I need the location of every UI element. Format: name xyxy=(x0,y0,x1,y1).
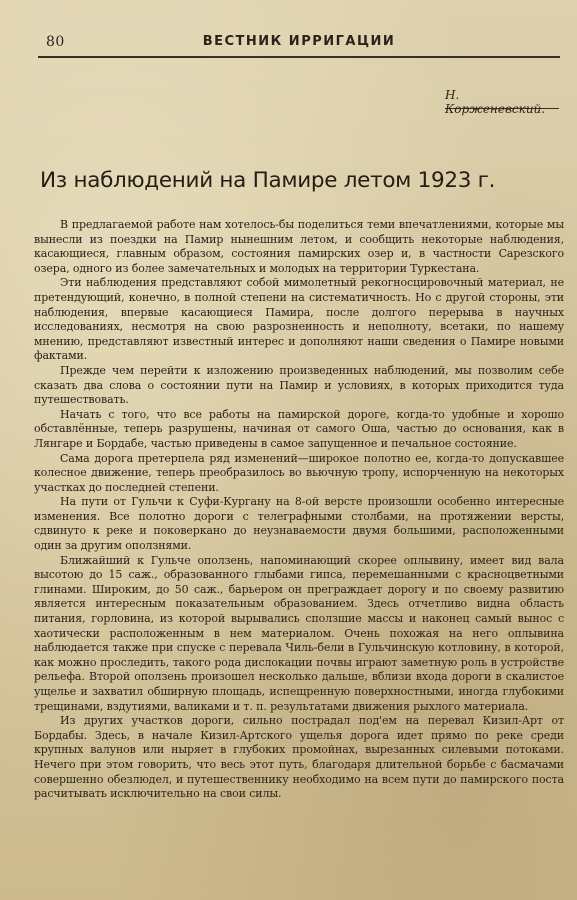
paragraph: Прежде чем перейти к изложению произведенных наблюдений, мы позволим себе сказать два слова о состоянии пути на Памир и условиях, в которых приходится туда путешествовать. xyxy=(34,363,564,407)
bleed-through-texture xyxy=(140,120,440,160)
author-name: Н. Корженевский. xyxy=(445,88,546,116)
paragraph: Эти наблюдения представляют собой мимолетный рекогносцировочный материал, не претендующий, конечно, в полной степени на систематичность. Но с другой стороны, эти наблюдения, впервые касающиеся Памира, после долгого перерыва в научных исследованиях, несмотря на свою разрозненность и неполноту, всетаки, по нашему мнению, представляют известный интерес и дополняют наши сведения о Памире новыми фактами. xyxy=(34,276,564,363)
paragraph: На пути от Гульчи к Суфи-Кургану на 8-ой версте произошли особенно интересные изменения. Все полотно дороги с телеграфными столбами, на протяжении версты, сдвинуто к реке и поковеркано до неузнаваемости двумя большими, расположенными один за другим оползнями. xyxy=(34,495,564,553)
paragraph: Из других участков дороги, сильно пострадал под'ем на перевал Кизил-Арт от Бордабы. Здесь, в начале Кизил-Артского ущелья дорога идет прямо по реке среди крупных валунов или ныряет в глубоких промойнах, вырезанных силевыми потоками. Нечего при этом говорить, что весь этот путь, благодаря длительной борьбе с басмачами совершенно обезлюдел, и путешественнику необходимо на всем пути до памирского поста расчитывать исключительно на свои силы. xyxy=(34,714,564,801)
paragraph: В предлагаемой работе нам хотелось-бы поделиться теми впечатлениями, которые мы вынесли из поездки на Памир нынешним летом, и сообщить некоторые наблюдения, касающиеся, главным образом, состояния памирских озер и, в частности Сарезского озера, одного из более замечательных и молодых на территории Туркестана. xyxy=(34,218,564,275)
page-number: 80 xyxy=(46,34,65,50)
paragraph: Сама дорога претерпела ряд изменений—широкое полотно ее, когда-то допускавшее колесное движение, теперь преобразилось во вьючную тропу, испорченную на некоторых участках до последней степени. xyxy=(34,451,564,494)
paragraph: Ближайший к Гульче оползень, напоминающий скорее оплывину, имеет вид вала высотою до 15 саж., образованного глыбами гипса, перемешанными с красноцветными глинами. Широким, до 50 саж., барьером он преграждает дорогу и по своему развитию является интересным показательным образованием. Здесь отчетливо видна область питания, горловина, из которой вырывались сползшие массы и наконец самый вынос с хаотически расположенным в нем материалом. Очень похожая на него оплывина наблюдается также при спуске с перевала Чиль-бели в Гульчинскую котловину, в которой, как можно проследить, такого рода дислокации почвы играют заметную роль в устройстве рельефа. Второй оползень произошел несколько дальше, вблизи входа дороги в скалистое ущелье и захватил обширную площадь, испещренную поверхностными, иногда глубокими трещинами, вздутиями, валиками и т. п. результатами движения рыхлого материала. xyxy=(34,553,564,713)
author-byline xyxy=(445,86,559,116)
article-body xyxy=(34,218,564,802)
paragraph: Начать с того, что все работы на памирской дороге, когда-то удобные и хорошо обставлённые, теперь разрушены, начиная от самого Оша, частью до основания, как в Лянгаре и Бордабе, частью приведены в самое запущенное и печальное состояние. xyxy=(34,407,564,450)
running-header xyxy=(38,30,560,58)
article-title: Из наблюдений на Памире летом 1923 г. xyxy=(40,168,496,193)
journal-title: ВЕСТНИК ИРРИГАЦИИ xyxy=(202,34,396,49)
